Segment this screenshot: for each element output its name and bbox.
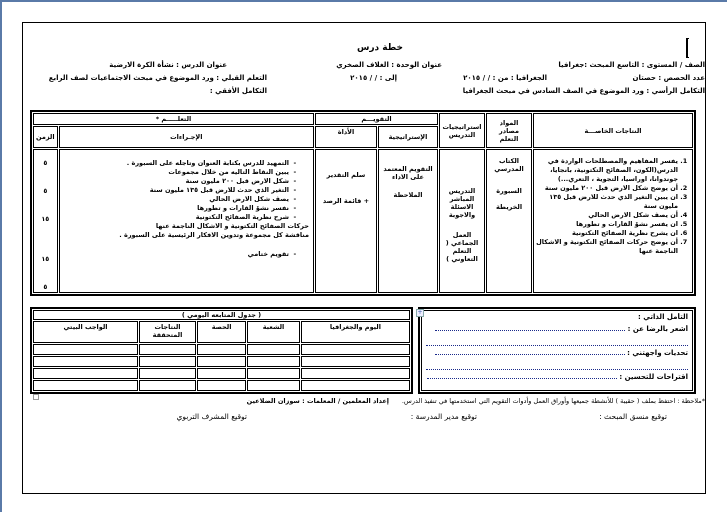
- daily-follow-up-table: [30, 307, 413, 394]
- header-strategies: استراتيجيات التدريس: [439, 113, 485, 148]
- reflection-title: التأمل الذاتي :: [638, 313, 688, 321]
- header-evaluation: التقويـــم: [315, 113, 438, 125]
- outcome-item: 5. ان يفسر نشوْ القارات و تطورها: [536, 220, 678, 229]
- time-value: ٥: [43, 283, 48, 291]
- prior-learning: التعلم القبلي : ورد الموضوع في مبحث الاجتماعيات لصف الرابع: [48, 74, 267, 82]
- outcome-item: 1. يفسر المفاهيم والمصطلحات الواردة في الدرس(الكون، الصفائح التكتونية، بانجايا، جوندوانا، اوراسيا، التجوية ، التعري...): [536, 157, 678, 184]
- daily-cell[interactable]: [301, 356, 410, 367]
- reflection-satisfied-label: أشعر بالرضا عن :: [627, 325, 688, 333]
- daily-cell[interactable]: [247, 356, 300, 367]
- time-value: ١٥: [41, 255, 50, 263]
- sign-supervisor: توقيع المشرف التربوي: [176, 412, 247, 421]
- daily-cell[interactable]: [139, 380, 196, 391]
- eval-strategy-cell: [378, 149, 438, 293]
- table-row: [33, 380, 410, 391]
- window-frame-left: [0, 0, 2, 512]
- reflection-suggestions-field[interactable]: [427, 373, 617, 379]
- reflection-suggestions-label: اقتراحات للتحسين :: [619, 373, 688, 381]
- date-to: إلى : / / ٢٠١٥: [350, 74, 397, 82]
- daily-table-title: ( جدول المتابعه اليومي ): [33, 310, 410, 320]
- reflection-challenges-field[interactable]: [435, 349, 625, 355]
- procedure-item: - التمهيد للدرس بكتابة العنوان وتاجله على السبورة .: [62, 159, 289, 168]
- reflection-line[interactable]: [426, 337, 688, 346]
- table-row: [33, 344, 410, 355]
- daily-cell[interactable]: [197, 380, 246, 391]
- self-reflection-box: [418, 307, 696, 394]
- eval-strategy-item: التقويم المعتمد على الاداء: [383, 165, 433, 181]
- periods-count: عدد الحصص : حصتان: [632, 74, 705, 82]
- daily-header: الواجب البيتي: [33, 321, 138, 343]
- eval-tool-item: + قائمة الرصد: [322, 197, 370, 205]
- header-outcomes: النتاجات الخاصـــة: [533, 113, 693, 148]
- outcome-item: 2. أن يوضح شكل الارض قبل ٢٠٠ مليون سنة: [536, 184, 678, 193]
- daily-cell[interactable]: [33, 368, 138, 379]
- procedure-item: - شكل الارض قبل ٢٠٠ مليون سنة: [62, 177, 289, 186]
- window-frame-top: [0, 0, 727, 2]
- sign-principal: توقيع مدير المدرسة :: [410, 412, 477, 421]
- procedure-item: - نفسر نشوْ القارات و تطورها: [62, 204, 289, 213]
- daily-cell[interactable]: [197, 368, 246, 379]
- procedures-cell: [59, 149, 314, 293]
- header-time: الزمن: [33, 126, 58, 148]
- outcomes-cell: [533, 149, 693, 293]
- daily-cell[interactable]: [139, 344, 196, 355]
- strategy-item: التدريس المباشر الاسئلة والاجوبة: [448, 187, 476, 219]
- daily-cell[interactable]: [33, 356, 138, 367]
- date-from: الجغرافيا : من : / / ٢٠١٥: [463, 74, 547, 82]
- time-value: ١٥: [41, 215, 50, 223]
- daily-cell[interactable]: [247, 380, 300, 391]
- unit-title: عنوان الوحدة : الغلاف الصخري: [336, 61, 442, 69]
- outcome-item: 3. ان يبين التغير الذي حدث للارض قبل ١٣٥ مليون سنة: [536, 193, 678, 211]
- header-eval-tool: الأداة: [315, 126, 377, 148]
- footer-note: *ملاحظة : احتفظ بملف ( حقيبة ) للأنشطة جميعها وأوراق العمل وأدوات التقويم التي استخدمتها في تنفيذ الدرس.: [401, 397, 705, 405]
- outcome-item: 6. ان يشرح نظرية الصفائح التكتونية: [536, 229, 678, 238]
- procedure-item: - التغير الذي حدث للارض قبل ١٣٥ مليون سنة: [62, 186, 289, 195]
- header-procedures: الإجـراءات: [59, 126, 314, 148]
- reflection-satisfied-field[interactable]: [435, 325, 625, 331]
- table-row: [33, 368, 410, 379]
- daily-cell[interactable]: [33, 344, 138, 355]
- text-cursor-icon: [686, 38, 689, 58]
- header-eval-strategy: الإستراتيجية: [378, 126, 438, 148]
- daily-cell[interactable]: [139, 356, 196, 367]
- daily-cell[interactable]: [247, 344, 300, 355]
- horizontal-integration: التكامل الأفقي :: [209, 87, 267, 95]
- procedure-item: مناقشة كل مجموعة وتدوين الافكار الرئيسية على السبورة .: [119, 231, 309, 239]
- procedure-item: حركات الصفائح التكتونية و الاشكال الناجمة عنها: [155, 222, 309, 230]
- table-move-handle-icon[interactable]: +: [417, 309, 423, 316]
- time-value: ٥: [43, 159, 48, 167]
- outcome-item: 7. أن يوضح حركات الصفائح التكتونية و الاشكال الناجمة عنها: [536, 238, 678, 256]
- daily-header: الحصة: [197, 321, 246, 343]
- materials-cell: [486, 149, 532, 293]
- procedure-item: - شرح نظرية الصفائح التكتونية: [62, 213, 289, 222]
- daily-cell[interactable]: [247, 368, 300, 379]
- daily-cell[interactable]: [301, 380, 410, 391]
- page-title: خطة درس: [356, 43, 404, 53]
- eval-strategy-item: الملاحظة: [393, 191, 423, 199]
- daily-cell[interactable]: [197, 356, 246, 367]
- lesson-title: عنوان الدرس : نشأة الكرة الارضية: [109, 61, 227, 69]
- strategies-cell: [439, 149, 485, 293]
- reflection-challenges-label: تحديات واجهتني :: [627, 349, 688, 357]
- strategy-item: العمل الجماعي ( التعلم التعاوني ): [445, 231, 479, 263]
- material-item: السبورة: [496, 187, 522, 195]
- grade-line: الصف / المستوى : التاسع المبحث :جغرافيا: [558, 61, 705, 69]
- eval-tool-cell: [315, 149, 377, 293]
- daily-cell[interactable]: [197, 344, 246, 355]
- procedure-item: - يصف شكل الارض الحالي: [62, 195, 289, 204]
- time-value: ٥: [43, 187, 48, 195]
- procedure-item: - يبين النقاط التاليه من خلال مجموعات: [62, 168, 289, 177]
- daily-header: اليوم والجغرافيا: [301, 321, 410, 343]
- prepared-by: إعداد المعلمين / المعلمات : سوزان الضلاعين: [246, 397, 389, 405]
- reflection-line[interactable]: [426, 361, 688, 370]
- header-learning: التعلـــــم *: [33, 113, 314, 125]
- procedure-item: - تقويم ختامي: [62, 250, 289, 259]
- header-materials: المواد مصادر التعلم: [486, 113, 532, 148]
- table-row: [33, 356, 410, 367]
- material-item: الخريطة: [495, 203, 523, 211]
- eval-tool-item: سلم التقدير: [326, 171, 366, 179]
- time-cell: [33, 149, 58, 293]
- table-resize-handle[interactable]: [33, 394, 39, 400]
- material-item: الكتاب المدرسي: [494, 157, 524, 173]
- daily-cell[interactable]: [139, 368, 196, 379]
- vertical-integration: التكامل الرأسي : ورد الموضوع في الصف السادس في مبحث الجغرافيا: [462, 87, 705, 95]
- daily-cell[interactable]: [301, 368, 410, 379]
- lesson-plan-table: [30, 110, 696, 296]
- daily-cell[interactable]: [301, 344, 410, 355]
- daily-header: النتاجات المتحققة: [139, 321, 196, 343]
- daily-cell[interactable]: [33, 380, 138, 391]
- daily-header: الشعبة: [247, 321, 300, 343]
- outcome-item: 4. أن يصف شكل الارض الحالي: [536, 211, 678, 220]
- sign-coordinator: توقيع منسق المبحث :: [599, 412, 667, 421]
